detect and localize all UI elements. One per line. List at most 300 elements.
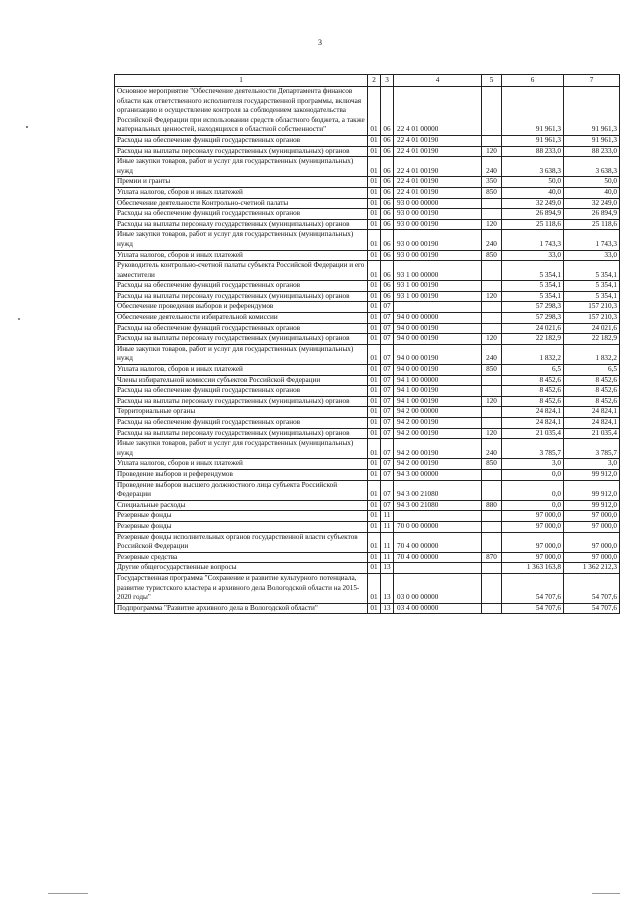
expense-type-cell (482, 469, 502, 480)
section-code-cell: 01 (368, 146, 381, 157)
amount-2018-cell: 8 452,6 (564, 375, 620, 386)
row-name-cell: Расходы на обеспечение функций государственных органов (115, 323, 368, 334)
amount-2018-cell: 24 021,6 (564, 323, 620, 334)
table-row (115, 439, 620, 459)
expense-type-cell (482, 209, 502, 220)
amount-2018-cell: 157 210,3 (564, 302, 620, 313)
amount-2017-cell: 25 118,6 (502, 219, 564, 230)
row-name-cell: Иные закупки товаров, работ и услуг для государственных (муниципальных) нужд (115, 344, 368, 364)
amount-2018-cell: 32 249,0 (564, 198, 620, 209)
scan-speck (18, 318, 20, 320)
subsection-code-cell: 11 (381, 521, 394, 532)
target-article-cell: 94 1 00 00190 (394, 396, 482, 407)
amount-2017-cell: 33,0 (502, 250, 564, 261)
table-row (115, 281, 620, 292)
section-code-cell: 01 (368, 87, 381, 136)
amount-2017-cell: 3 785,7 (502, 439, 564, 459)
row-name-cell: Расходы на обеспечение функций государственных органов (115, 386, 368, 397)
table-row (115, 187, 620, 198)
section-code-cell: 01 (368, 344, 381, 364)
table-row (115, 302, 620, 313)
table-row (115, 250, 620, 261)
section-code-cell: 01 (368, 552, 381, 563)
expense-type-cell (482, 375, 502, 386)
expense-type-cell: 240 (482, 344, 502, 364)
expense-type-cell: 240 (482, 157, 502, 177)
section-code-cell: 01 (368, 177, 381, 188)
section-code-cell: 01 (368, 281, 381, 292)
amount-2017-cell: 54 707,6 (502, 573, 564, 603)
subsection-code-cell: 07 (381, 459, 394, 470)
amount-2018-cell: 91 961,3 (564, 135, 620, 146)
amount-2017-cell: 97 000,0 (502, 552, 564, 563)
target-article-cell: 93 0 00 00190 (394, 219, 482, 230)
expense-type-cell (482, 261, 502, 281)
header-cell: 6 (502, 75, 564, 87)
target-article-cell: 22 4 01 00190 (394, 146, 482, 157)
section-code-cell: 01 (368, 459, 381, 470)
table-row (115, 87, 620, 136)
target-article-cell (394, 302, 482, 313)
table-row (115, 552, 620, 563)
amount-2017-cell: 1 743,3 (502, 230, 564, 250)
amount-2017-cell: 1 363 163,8 (502, 563, 564, 574)
expense-type-cell (482, 386, 502, 397)
subsection-code-cell: 07 (381, 302, 394, 313)
row-name-cell: Члены избирательной комиссии субъектов Российской Федерации (115, 375, 368, 386)
scan-mark (592, 893, 620, 894)
amount-2018-cell: 5 354,1 (564, 291, 620, 302)
section-code-cell: 01 (368, 603, 381, 614)
target-article-cell: 94 0 00 00190 (394, 323, 482, 334)
target-article-cell: 94 0 00 00190 (394, 334, 482, 345)
table-row (115, 459, 620, 470)
expense-type-cell: 850 (482, 365, 502, 376)
subsection-code-cell: 13 (381, 573, 394, 603)
row-name-cell: Обеспечение деятельности избирательной комиссии (115, 313, 368, 324)
expense-type-cell (482, 511, 502, 522)
expense-type-cell (482, 480, 502, 500)
subsection-code-cell: 06 (381, 291, 394, 302)
amount-2017-cell: 3,0 (502, 459, 564, 470)
subsection-code-cell: 07 (381, 334, 394, 345)
target-article-cell: 94 1 00 00000 (394, 375, 482, 386)
amount-2018-cell: 50,0 (564, 177, 620, 188)
amount-2018-cell: 54 707,6 (564, 603, 620, 614)
subsection-code-cell: 06 (381, 187, 394, 198)
section-code-cell: 01 (368, 334, 381, 345)
table-row (115, 219, 620, 230)
section-code-cell: 01 (368, 418, 381, 429)
page-number: 3 (318, 38, 322, 47)
expense-type-cell (482, 323, 502, 334)
section-code-cell: 01 (368, 386, 381, 397)
scan-speck (26, 126, 28, 128)
row-name-cell: Иные закупки товаров, работ и услуг для государственных (муниципальных) нужд (115, 230, 368, 250)
amount-2018-cell: 3,0 (564, 459, 620, 470)
amount-2017-cell: 97 000,0 (502, 532, 564, 552)
target-article-cell: 93 0 00 00190 (394, 250, 482, 261)
amount-2017-cell: 26 894,9 (502, 209, 564, 220)
expense-type-cell: 120 (482, 334, 502, 345)
row-name-cell: Территориальные органы (115, 407, 368, 418)
subsection-code-cell: 07 (381, 428, 394, 439)
expense-type-cell: 870 (482, 552, 502, 563)
row-name-cell: Расходы на выплаты персоналу государственных (муниципальных) органов (115, 146, 368, 157)
table-header-row (115, 75, 620, 87)
table-row (115, 603, 620, 614)
subsection-code-cell: 06 (381, 87, 394, 136)
subsection-code-cell: 07 (381, 469, 394, 480)
expense-type-cell: 240 (482, 439, 502, 459)
amount-2018-cell: 97 000,0 (564, 521, 620, 532)
target-article-cell: 94 2 00 00190 (394, 459, 482, 470)
amount-2017-cell: 0,0 (502, 480, 564, 500)
table-row (115, 563, 620, 574)
row-name-cell: Расходы на выплаты персоналу государственных (муниципальных) органов (115, 291, 368, 302)
amount-2018-cell: 26 894,9 (564, 209, 620, 220)
target-article-cell: 22 4 01 00190 (394, 157, 482, 177)
amount-2017-cell: 1 832,2 (502, 344, 564, 364)
target-article-cell: 22 4 01 00190 (394, 177, 482, 188)
amount-2018-cell: 5 354,1 (564, 281, 620, 292)
table-row (115, 428, 620, 439)
expense-type-cell (482, 573, 502, 603)
amount-2017-cell: 5 354,1 (502, 281, 564, 292)
row-name-cell: Резервные фонды (115, 521, 368, 532)
section-code-cell: 01 (368, 480, 381, 500)
expense-type-cell (482, 302, 502, 313)
expense-type-cell (482, 87, 502, 136)
subsection-code-cell: 06 (381, 177, 394, 188)
expense-type-cell (482, 563, 502, 574)
row-name-cell: Расходы на выплаты персоналу государственных (муниципальных) органов (115, 396, 368, 407)
expense-type-cell (482, 603, 502, 614)
amount-2018-cell: 99 912,0 (564, 500, 620, 511)
table-row (115, 469, 620, 480)
row-name-cell: Обеспечение проведения выборов и референдумов (115, 302, 368, 313)
table-row (115, 135, 620, 146)
section-code-cell: 01 (368, 573, 381, 603)
target-article-cell: 93 0 00 00190 (394, 209, 482, 220)
amount-2018-cell: 1 832,2 (564, 344, 620, 364)
target-article-cell (394, 563, 482, 574)
section-code-cell: 01 (368, 396, 381, 407)
subsection-code-cell: 11 (381, 511, 394, 522)
amount-2017-cell: 24 021,6 (502, 323, 564, 334)
target-article-cell: 22 4 01 00000 (394, 87, 482, 136)
row-name-cell: Расходы на обеспечение функций государственных органов (115, 135, 368, 146)
expense-type-cell (482, 313, 502, 324)
row-name-cell: Уплата налогов, сборов и иных платежей (115, 459, 368, 470)
amount-2018-cell: 21 035,4 (564, 428, 620, 439)
section-code-cell: 01 (368, 407, 381, 418)
target-article-cell: 94 3 00 00000 (394, 469, 482, 480)
subsection-code-cell: 06 (381, 219, 394, 230)
expense-type-cell: 120 (482, 291, 502, 302)
subsection-code-cell: 13 (381, 563, 394, 574)
amount-2017-cell: 54 707,6 (502, 603, 564, 614)
table-row (115, 261, 620, 281)
amount-2018-cell: 5 354,1 (564, 261, 620, 281)
subsection-code-cell: 06 (381, 209, 394, 220)
amount-2018-cell: 97 000,0 (564, 532, 620, 552)
amount-2018-cell: 24 824,1 (564, 407, 620, 418)
target-article-cell: 22 4 01 00190 (394, 135, 482, 146)
row-name-cell: Резервные средства (115, 552, 368, 563)
table-row (115, 230, 620, 250)
row-name-cell: Премии и гранты (115, 177, 368, 188)
header-cell: 4 (394, 75, 482, 87)
row-name-cell: Расходы на выплаты персоналу государственных (муниципальных) органов (115, 428, 368, 439)
amount-2018-cell: 3 638,3 (564, 157, 620, 177)
expense-type-cell (482, 135, 502, 146)
table-row (115, 146, 620, 157)
table-row (115, 511, 620, 522)
subsection-code-cell: 06 (381, 146, 394, 157)
amount-2017-cell: 32 249,0 (502, 198, 564, 209)
target-article-cell: 03 0 00 00000 (394, 573, 482, 603)
amount-2017-cell: 8 452,6 (502, 375, 564, 386)
row-name-cell: Расходы на обеспечение функций государственных органов (115, 281, 368, 292)
table-row (115, 573, 620, 603)
table-row (115, 407, 620, 418)
table-row (115, 365, 620, 376)
section-code-cell: 01 (368, 439, 381, 459)
amount-2017-cell: 8 452,6 (502, 386, 564, 397)
subsection-code-cell: 06 (381, 230, 394, 250)
amount-2017-cell: 97 000,0 (502, 511, 564, 522)
target-article-cell: 94 2 00 00190 (394, 418, 482, 429)
subsection-code-cell: 06 (381, 135, 394, 146)
table-row (115, 418, 620, 429)
subsection-code-cell: 07 (381, 386, 394, 397)
amount-2018-cell: 24 824,1 (564, 418, 620, 429)
row-name-cell: Резервные фонды (115, 511, 368, 522)
amount-2017-cell: 6,5 (502, 365, 564, 376)
section-code-cell: 01 (368, 230, 381, 250)
target-article-cell: 94 0 00 00000 (394, 313, 482, 324)
table-row (115, 396, 620, 407)
target-article-cell: 94 0 00 00190 (394, 365, 482, 376)
subsection-code-cell: 06 (381, 250, 394, 261)
target-article-cell: 94 0 00 00190 (394, 344, 482, 364)
expense-type-cell: 240 (482, 230, 502, 250)
amount-2018-cell: 25 118,6 (564, 219, 620, 230)
row-name-cell: Резервные фонды исполнительных органов государственной власти субъектов Российской Федерации (115, 532, 368, 552)
expense-type-cell (482, 198, 502, 209)
amount-2018-cell: 3 785,7 (564, 439, 620, 459)
target-article-cell: 03 4 00 00000 (394, 603, 482, 614)
amount-2018-cell: 97 000,0 (564, 552, 620, 563)
expense-type-cell (482, 521, 502, 532)
amount-2017-cell: 91 961,3 (502, 135, 564, 146)
subsection-code-cell: 06 (381, 198, 394, 209)
amount-2017-cell: 50,0 (502, 177, 564, 188)
table-row (115, 157, 620, 177)
target-article-cell (394, 511, 482, 522)
table-row (115, 334, 620, 345)
header-cell: 5 (482, 75, 502, 87)
amount-2017-cell: 5 354,1 (502, 291, 564, 302)
subsection-code-cell: 06 (381, 261, 394, 281)
table-row (115, 375, 620, 386)
expense-type-cell: 850 (482, 459, 502, 470)
amount-2018-cell: 1 362 212,3 (564, 563, 620, 574)
row-name-cell: Обеспечение деятельности Контрольно-счетной палаты (115, 198, 368, 209)
amount-2017-cell: 24 824,1 (502, 407, 564, 418)
row-name-cell: Подпрограмма "Развитие архивного дела в Вологодской области" (115, 603, 368, 614)
row-name-cell: Расходы на обеспечение функций государственных органов (115, 209, 368, 220)
amount-2018-cell: 1 743,3 (564, 230, 620, 250)
expense-type-cell: 850 (482, 187, 502, 198)
amount-2017-cell: 57 298,3 (502, 313, 564, 324)
target-article-cell: 94 2 00 00190 (394, 428, 482, 439)
section-code-cell: 01 (368, 261, 381, 281)
amount-2017-cell: 88 233,0 (502, 146, 564, 157)
subsection-code-cell: 07 (381, 344, 394, 364)
subsection-code-cell: 07 (381, 323, 394, 334)
subsection-code-cell: 11 (381, 532, 394, 552)
section-code-cell: 01 (368, 469, 381, 480)
expense-type-cell (482, 418, 502, 429)
section-code-cell: 01 (368, 219, 381, 230)
subsection-code-cell: 07 (381, 375, 394, 386)
target-article-cell: 94 1 00 00190 (394, 386, 482, 397)
header-cell: 7 (564, 75, 620, 87)
subsection-code-cell: 07 (381, 480, 394, 500)
table-row (115, 177, 620, 188)
expense-type-cell: 120 (482, 428, 502, 439)
subsection-code-cell: 06 (381, 157, 394, 177)
amount-2018-cell: 88 233,0 (564, 146, 620, 157)
table-row (115, 521, 620, 532)
table-row (115, 323, 620, 334)
section-code-cell: 01 (368, 375, 381, 386)
scan-mark (48, 893, 88, 894)
row-name-cell: Руководитель контрольно-счетной палаты субъекта Российской Федерации и его заместители (115, 261, 368, 281)
row-name-cell: Государственная программа "Сохранение и развитие культурного потенциала, развитие туристского кластера и архивного дела Вологодской области на 2015-2020 годы" (115, 573, 368, 603)
section-code-cell: 01 (368, 198, 381, 209)
amount-2017-cell: 22 182,9 (502, 334, 564, 345)
section-code-cell: 01 (368, 521, 381, 532)
amount-2018-cell: 6,5 (564, 365, 620, 376)
section-code-cell: 01 (368, 187, 381, 198)
section-code-cell: 01 (368, 302, 381, 313)
amount-2018-cell: 22 182,9 (564, 334, 620, 345)
row-name-cell: Расходы на обеспечение функций государственных органов (115, 418, 368, 429)
row-name-cell: Уплата налогов, сборов и иных платежей (115, 365, 368, 376)
amount-2018-cell: 8 452,6 (564, 386, 620, 397)
target-article-cell: 94 3 00 21080 (394, 500, 482, 511)
row-name-cell: Другие общегосударственные вопросы (115, 563, 368, 574)
amount-2017-cell: 8 452,6 (502, 396, 564, 407)
row-name-cell: Специальные расходы (115, 500, 368, 511)
row-name-cell: Уплата налогов, сборов и иных платежей (115, 250, 368, 261)
subsection-code-cell: 07 (381, 500, 394, 511)
subsection-code-cell: 06 (381, 281, 394, 292)
subsection-code-cell: 07 (381, 365, 394, 376)
table-row (115, 291, 620, 302)
amount-2017-cell: 3 638,3 (502, 157, 564, 177)
table-row (115, 500, 620, 511)
row-name-cell: Иные закупки товаров, работ и услуг для государственных (муниципальных) нужд (115, 439, 368, 459)
amount-2018-cell: 97 000,0 (564, 511, 620, 522)
row-name-cell: Основное мероприятие "Обеспечение деятельности Департамента финансов области как ответственного исполнителя государственной программы, включая организацию и осуществление контроля за соблюдением законодательства Российской Федерации при использовании средств областного бюджета, а также материальных ценностей, находящихся в областной собственности" (115, 87, 368, 136)
table-row (115, 313, 620, 324)
table-row (115, 480, 620, 500)
target-article-cell: 93 0 00 00000 (394, 198, 482, 209)
amount-2018-cell: 91 961,3 (564, 87, 620, 136)
subsection-code-cell: 11 (381, 552, 394, 563)
amount-2017-cell: 97 000,0 (502, 521, 564, 532)
table-row (115, 209, 620, 220)
amount-2018-cell: 40,0 (564, 187, 620, 198)
section-code-cell: 01 (368, 209, 381, 220)
target-article-cell: 70 4 00 00000 (394, 532, 482, 552)
amount-2018-cell: 54 707,6 (564, 573, 620, 603)
target-article-cell: 93 1 00 00190 (394, 281, 482, 292)
section-code-cell: 01 (368, 428, 381, 439)
amount-2018-cell: 99 912,0 (564, 469, 620, 480)
expense-type-cell: 350 (482, 177, 502, 188)
row-name-cell: Иные закупки товаров, работ и услуг для государственных (муниципальных) нужд (115, 157, 368, 177)
target-article-cell: 94 2 00 00000 (394, 407, 482, 418)
amount-2018-cell: 99 912,0 (564, 480, 620, 500)
expense-type-cell: 850 (482, 250, 502, 261)
expense-type-cell (482, 532, 502, 552)
expense-type-cell: 120 (482, 146, 502, 157)
amount-2017-cell: 40,0 (502, 187, 564, 198)
expense-type-cell: 120 (482, 396, 502, 407)
amount-2017-cell: 57 298,3 (502, 302, 564, 313)
section-code-cell: 01 (368, 511, 381, 522)
row-name-cell: Уплата налогов, сборов и иных платежей (115, 187, 368, 198)
amount-2018-cell: 33,0 (564, 250, 620, 261)
subsection-code-cell: 07 (381, 407, 394, 418)
row-name-cell: Расходы на выплаты персоналу государственных (муниципальных) органов (115, 219, 368, 230)
expense-type-cell (482, 281, 502, 292)
target-article-cell: 22 4 01 00190 (394, 187, 482, 198)
amount-2018-cell: 8 452,6 (564, 396, 620, 407)
expense-type-cell (482, 407, 502, 418)
header-cell: 1 (115, 75, 368, 87)
section-code-cell: 01 (368, 313, 381, 324)
row-name-cell: Расходы на выплаты персоналу государственных (муниципальных) органов (115, 334, 368, 345)
subsection-code-cell: 07 (381, 439, 394, 459)
target-article-cell: 94 2 00 00190 (394, 439, 482, 459)
row-name-cell: Проведение выборов и референдумов (115, 469, 368, 480)
table-row (115, 198, 620, 209)
budget-table (114, 74, 620, 614)
section-code-cell: 01 (368, 365, 381, 376)
expense-type-cell: 880 (482, 500, 502, 511)
section-code-cell: 01 (368, 157, 381, 177)
amount-2017-cell: 24 824,1 (502, 418, 564, 429)
header-cell: 3 (381, 75, 394, 87)
subsection-code-cell: 07 (381, 313, 394, 324)
expense-type-cell: 120 (482, 219, 502, 230)
amount-2018-cell: 157 210,3 (564, 313, 620, 324)
table-row (115, 532, 620, 552)
target-article-cell: 70 0 00 00000 (394, 521, 482, 532)
amount-2017-cell: 0,0 (502, 469, 564, 480)
amount-2017-cell: 5 354,1 (502, 261, 564, 281)
section-code-cell: 01 (368, 500, 381, 511)
target-article-cell: 93 1 00 00000 (394, 261, 482, 281)
subsection-code-cell: 07 (381, 418, 394, 429)
row-name-cell: Проведение выборов высшего должностного лица субъекта Российской Федерации (115, 480, 368, 500)
